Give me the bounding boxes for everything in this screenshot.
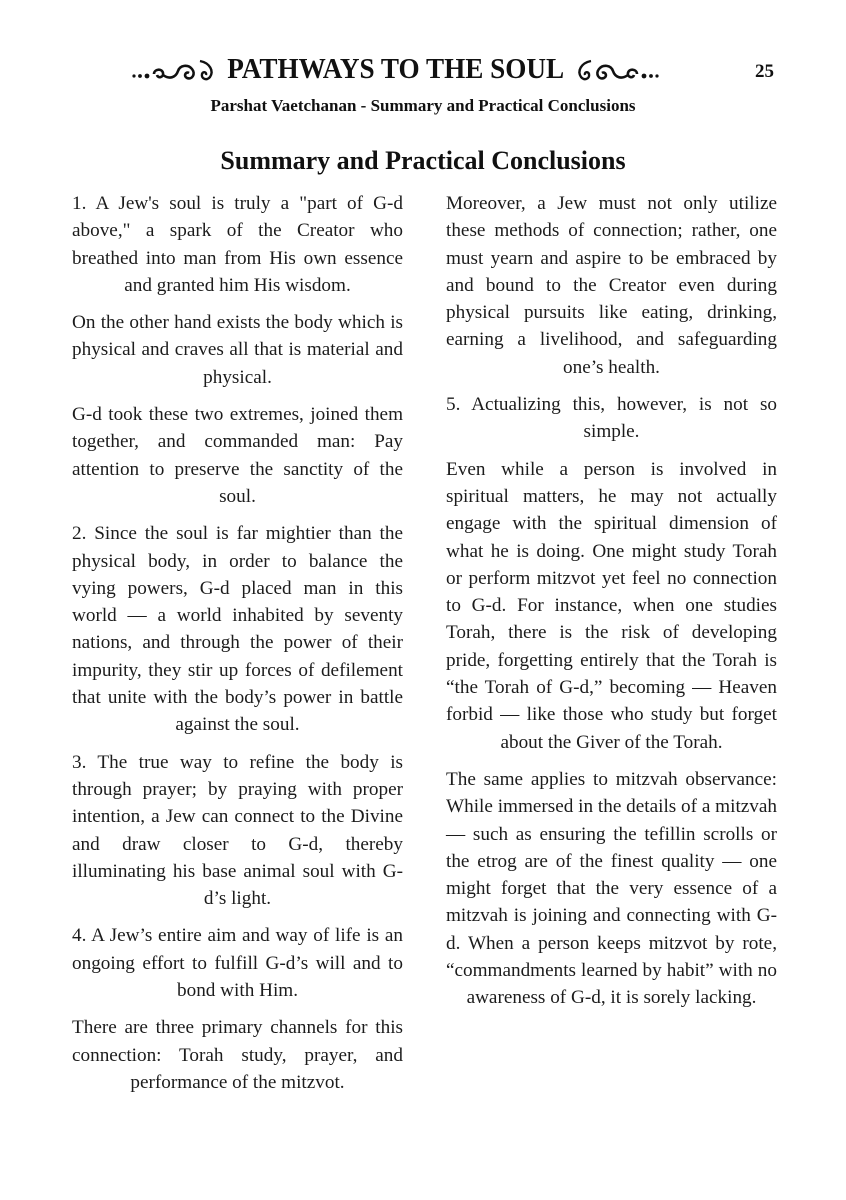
page-number: 25	[755, 61, 774, 82]
paragraph: On the other hand exists the body which is physical and craves all that is material and physical.	[72, 312, 403, 388]
left-column	[72, 190, 403, 1106]
paragraph: There are three primary channels for this connection: Torah study, prayer, and performance of the mitzvot.	[72, 1017, 403, 1093]
paragraph: 3. The true way to refine the body is through prayer; by praying with proper intention, a Jew can connect to the Divine and draw closer to G-d, thereby illuminating his base animal soul with G-d’s light.	[72, 751, 403, 910]
paragraph: The same applies to mitzvah observance: While immersed in the details of a mitzvah — such as ensuring the tefillin scrolls or the etrog are of the finest quality — one might forget that the very essence of a mitzvah is joining and connecting with G-d. When a person keeps mitzvot by rote, “commandments learned by habit” with no awareness of G-d, it is sorely lacking.	[446, 768, 777, 1009]
paragraph: 5. Actualizing this, however, is not so simple.	[446, 394, 777, 443]
paragraph: Even while a person is involved in spiritual matters, he may not actually engage with the spiritual dimension of what he is doing. One might study Torah or perform mitzvot yet feel no connection to G-d. For instance, when one studies Torah, there is the risk of developing pride, forgetting entirely that the Torah is “the Torah of G-d,” becoming — Heaven forbid — like those who study but forget about the Giver of the Torah.	[446, 458, 777, 753]
paragraph: 1. A Jew's soul is truly a "part of G-d above," a spark of the Creator who breathed into man from His own essence and granted him His wisdom.	[72, 193, 403, 296]
header-title-row	[130, 52, 661, 88]
paragraph: G-d took these two extremes, joined them together, and commanded man: Pay attention to preserve the sanctity of the soul.	[72, 404, 403, 507]
left-flourish-ornament-icon	[130, 55, 218, 85]
section-title: Summary and Practical Conclusions	[220, 146, 626, 175]
paragraph: 2. Since the soul is far mightier than the physical body, in order to balance the vying powers, G-d placed man in this world — a world inhabited by seventy nations, and through the power of their impurity, they stir up forces of defilement that unite with the body’s power in battle against the soul.	[72, 523, 403, 736]
running-header	[0, 50, 846, 90]
book-title: PATHWAYS TO THE SOUL	[227, 54, 565, 85]
paragraph: Moreover, a Jew must not only utilize these methods of connection; rather, one must yearn and aspire to be embraced by and bound to the Creator even during physical pursuits like eating, drinking, earning a livelihood, and safeguarding one’s health.	[446, 193, 777, 378]
paragraph: 4. A Jew’s entire aim and way of life is an ongoing effort to fulfill G-d’s will and to bond with Him.	[72, 925, 403, 1002]
right-column	[446, 190, 777, 1022]
chapter-subtitle: Parshat Vaetchanan - Summary and Practical Conclusions	[210, 96, 636, 115]
right-flourish-ornament-icon	[573, 55, 661, 85]
